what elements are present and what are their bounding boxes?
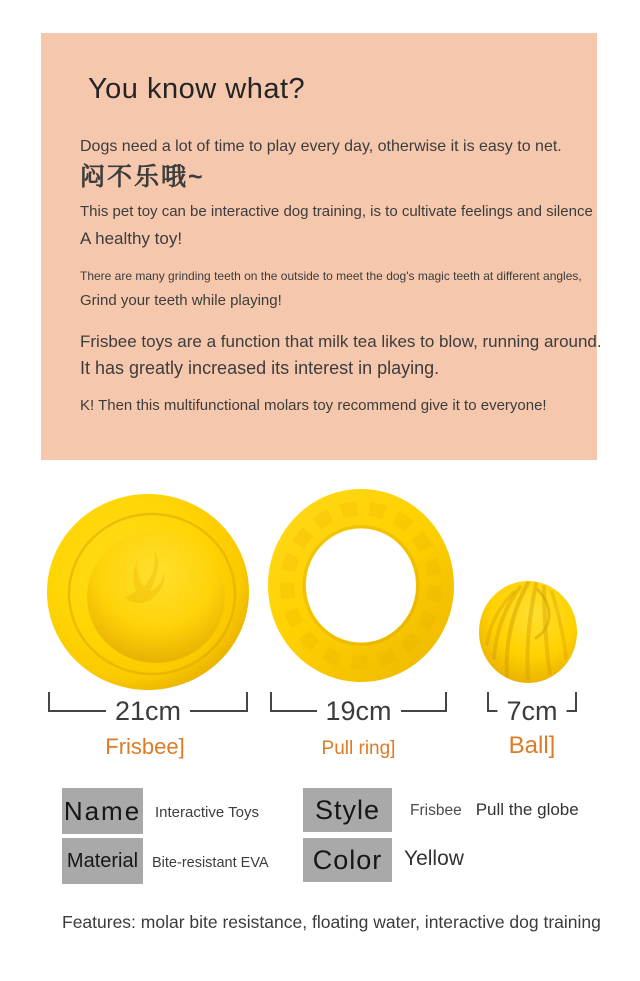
pull-ring-image: [267, 488, 455, 688]
bracket-tick-right: [445, 692, 447, 712]
spec-value-name: Interactive Toys: [155, 804, 259, 821]
page-title: You know what?: [88, 73, 306, 105]
bracket-tick-left: [48, 692, 50, 712]
frisbee-size: 21cm: [106, 698, 190, 725]
spec-key-color: Color: [303, 838, 392, 882]
spec-value-material: Bite-resistant EVA: [152, 855, 269, 871]
ball-image: [478, 578, 578, 688]
pull-ring-size: 19cm: [316, 698, 400, 725]
pull-ring-measurement-bracket: [270, 692, 447, 726]
spec-value-style-pull-globe: Pull the globe: [475, 800, 579, 819]
hero-section: [41, 33, 602, 460]
spec-key-style: Style: [303, 788, 392, 832]
spec-value-color: Yellow: [404, 847, 464, 870]
hero-line-3: A healthy toy!: [80, 229, 183, 248]
hero-line-6: Frisbee toys are a function that milk tea likes to blow, running around.: [80, 332, 602, 351]
spec-key-name: Name: [62, 788, 143, 834]
frisbee-label: Frisbee]: [105, 734, 185, 759]
hero-line-chinese: 闷不乐哦~: [80, 163, 205, 191]
hero-line-8: K! Then this multifunctional molars toy recommend give it to everyone!: [80, 397, 547, 414]
spec-key-material: Material: [62, 838, 143, 884]
ball-label: Ball]: [508, 732, 556, 759]
bracket-tick-left: [487, 692, 489, 712]
pull-ring-label: Pull ring]: [321, 738, 396, 759]
hero-line-1: Dogs need a lot of time to play every day, otherwise it is easy to net.: [80, 138, 562, 155]
frisbee-measurement-bracket: [48, 692, 248, 726]
bracket-tick-left: [270, 692, 272, 712]
ball-measurement-bracket: [487, 692, 577, 726]
features-line: Features: molar bite resistance, floating water, interactive dog training: [62, 912, 601, 932]
spec-value-style-frisbee: Frisbee: [410, 802, 462, 819]
ball-size: 7cm: [497, 698, 566, 725]
bracket-tick-right: [246, 692, 248, 712]
hero-line-5: Grind your teeth while playing!: [80, 292, 282, 309]
hero-line-2: This pet toy can be interactive dog training, is to cultivate feelings and silence: [80, 203, 593, 220]
hero-line-7: It has greatly increased its interest in playing.: [80, 358, 440, 378]
frisbee-image: [46, 493, 250, 696]
hero-line-4: There are many grinding teeth on the outside to meet the dog's magic teeth at different angles,: [80, 269, 582, 283]
bracket-tick-right: [575, 692, 577, 712]
spec-value-style: [410, 800, 579, 820]
